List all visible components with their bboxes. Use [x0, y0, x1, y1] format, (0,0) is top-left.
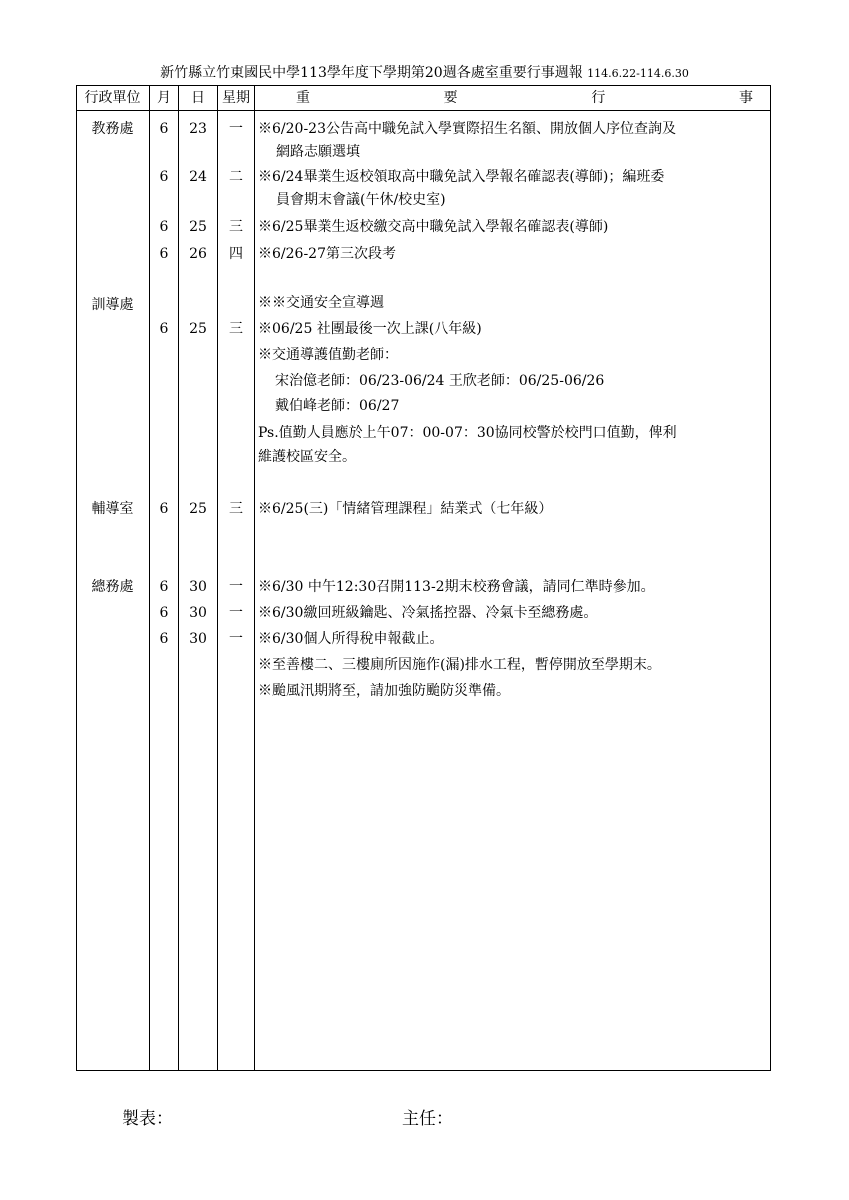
header-event-char: 行 — [591, 90, 606, 106]
row-month: 6 — [159, 121, 169, 137]
event-line: ※交通導護值勤老師： — [258, 347, 398, 363]
director-signature-label: 主任： — [402, 1109, 453, 1129]
row-month: 6 — [159, 579, 169, 595]
unit-counseling: 輔導室 — [91, 501, 134, 517]
event-line: ※6/25(三)「情緒管理課程」結業式（七年級） — [258, 501, 553, 517]
header-month: 月 — [157, 90, 171, 106]
date-range: 114.6.22-114.6.30 — [587, 67, 689, 80]
document-title — [0, 62, 849, 82]
event-line: 網路志願選填 — [276, 144, 360, 160]
row-day: 30 — [189, 579, 207, 595]
row-day: 30 — [189, 631, 207, 647]
event-line: ※6/30個人所得稅申報截止。 — [258, 631, 444, 647]
header-event — [258, 88, 763, 108]
event-line: ※※交通安全宣導週 — [258, 295, 384, 311]
row-month: 6 — [159, 246, 169, 262]
row-day: 26 — [189, 246, 207, 262]
row-month: 6 — [159, 501, 169, 517]
row-month: 6 — [159, 631, 169, 647]
event-line: ※6/30 中午12:30召開113-2期末校務會議，請同仁準時參加。 — [258, 579, 655, 595]
event-line: ※至善樓二、三樓廁所因施作(漏)排水工程，暫停開放至學期末。 — [258, 657, 661, 673]
unit-general: 總務處 — [91, 579, 134, 595]
row-month: 6 — [159, 169, 169, 185]
event-line: ※6/26-27第三次段考 — [258, 246, 396, 262]
unit-academic: 教務處 — [91, 121, 134, 137]
row-weekday: 一 — [229, 631, 243, 647]
title-text: 新竹縣立竹東國民中學113學年度下學期第20週各處室重要行事週報 — [160, 65, 583, 81]
header-day: 日 — [191, 90, 205, 106]
event-line: 戴伯峰老師：06/27 — [275, 398, 400, 414]
row-day: 30 — [189, 605, 207, 621]
row-weekday: 三 — [229, 321, 243, 337]
column-divider — [254, 85, 255, 1071]
unit-discipline: 訓導處 — [91, 297, 134, 313]
row-day: 25 — [189, 321, 207, 337]
event-line: ※6/25畢業生返校繳交高中職免試入學報名確認表(導師) — [258, 219, 609, 235]
event-line: ※6/20-23公告高中職免試入學實際招生名額、開放個人序位查詢及 — [258, 121, 676, 137]
header-weekday: 星期 — [222, 90, 250, 106]
row-weekday: 三 — [229, 501, 243, 517]
row-day: 25 — [189, 219, 207, 235]
row-weekday: 二 — [229, 169, 243, 185]
event-line: ※6/30繳回班級鑰匙、冷氣搖控器、冷氣卡至總務處。 — [258, 605, 598, 621]
event-line: 維護校區安全。 — [258, 449, 356, 465]
header-unit: 行政單位 — [84, 90, 141, 106]
row-day: 24 — [189, 169, 207, 185]
row-month: 6 — [159, 321, 169, 337]
header-event-char: 事 — [738, 90, 753, 106]
event-line: ※6/24畢業生返校領取高中職免試入學報名確認表(導師)；編班委 — [258, 169, 665, 185]
row-weekday: 四 — [229, 246, 243, 262]
row-day: 25 — [189, 501, 207, 517]
row-weekday: 一 — [229, 121, 243, 137]
event-line: ※颱風汛期將至，請加強防颱防災準備。 — [258, 683, 510, 699]
header-event-char: 要 — [443, 90, 458, 106]
event-line: Ps.值勤人員應於上午07：00-07：30協同校警於校門口值勤，俾利 — [258, 425, 677, 441]
row-weekday: 一 — [229, 579, 243, 595]
row-weekday: 一 — [229, 605, 243, 621]
header-event-char: 重 — [296, 90, 310, 106]
event-line: 宋治億老師：06/23-06/24 王欣老師：06/25-06/26 — [275, 373, 605, 389]
row-weekday: 三 — [229, 219, 243, 235]
maker-signature-label: 製表： — [122, 1109, 173, 1129]
header-divider — [76, 110, 771, 111]
row-month: 6 — [159, 219, 169, 235]
row-month: 6 — [159, 605, 169, 621]
row-day: 23 — [189, 121, 207, 137]
event-line: 員會期末會議(午休/校史室) — [276, 192, 446, 208]
event-line: ※06/25 社團最後一次上課(八年級) — [258, 321, 482, 337]
